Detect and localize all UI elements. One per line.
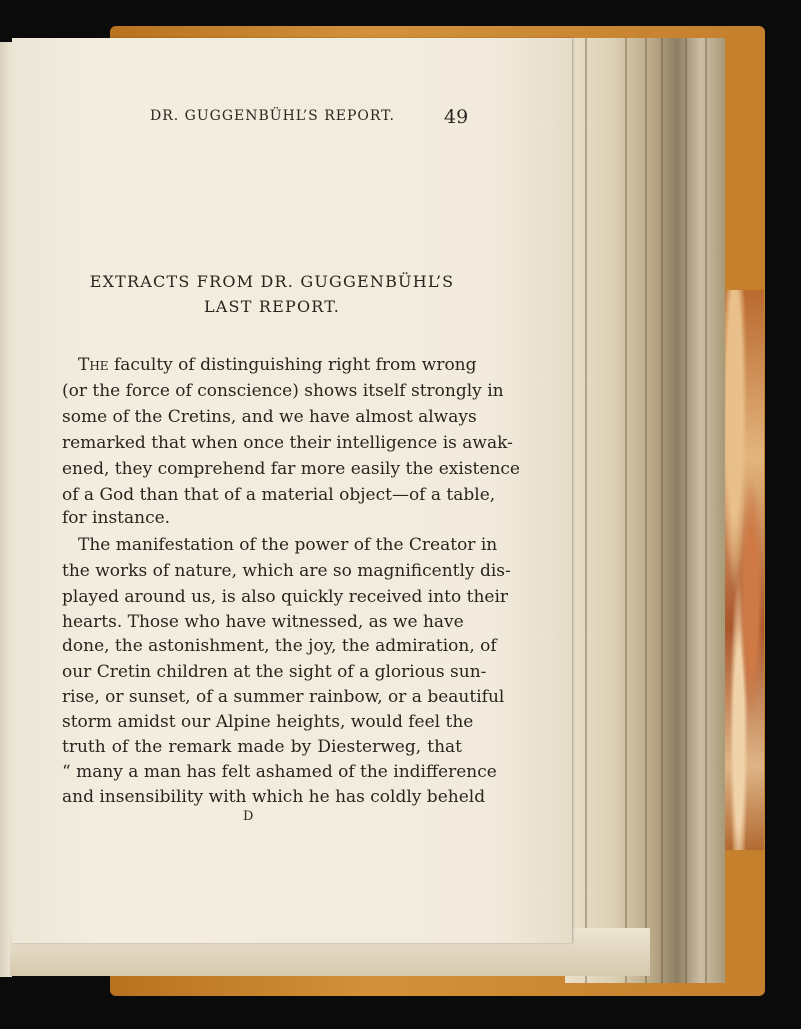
paragraph-2-line: played around us, is also quickly received into their <box>62 587 509 607</box>
signature-mark: D <box>243 809 254 824</box>
running-head: DR. GUGGENBÜHL’S REPORT. <box>150 108 395 124</box>
paragraph-2-line: storm amidst our Alpine heights, would feel the <box>62 712 474 732</box>
paragraph-2-line: The manifestation of the power of the Creator in <box>78 535 498 555</box>
paragraph-1-line: some of the Cretins, and we have almost always <box>62 407 477 427</box>
paragraph-2-line: truth of the remark made by Diesterweg, that <box>62 737 462 757</box>
paragraph-1-line: for instance. <box>62 508 171 528</box>
facing-page-edge <box>0 42 12 977</box>
paragraph-2-line: and insensibility with which he has coldly beheld <box>62 787 486 807</box>
paragraph-1-line-1: The faculty of distinguishing right from wrong <box>78 355 477 375</box>
paragraph-1-line: remarked that when once their intelligence is awak- <box>62 433 513 453</box>
paragraph-2-line: hearts. Those who have witnessed, as we have <box>62 612 464 632</box>
paragraph-1-line: ened, they comprehend far more easily the existence <box>62 459 520 479</box>
paragraph-lead-word: The <box>78 355 109 375</box>
paragraph-2-line: “ many a man has felt ashamed of the indifference <box>62 762 497 782</box>
page-stack-edge <box>565 38 725 983</box>
paragraph-2-line: the works of nature, which are so magnificently dis- <box>62 561 511 581</box>
paragraph-2-line: our Cretin children at the sight of a glorious sun- <box>62 662 487 682</box>
section-title-line-2: LAST REPORT. <box>203 297 341 316</box>
marbled-endpaper <box>722 290 764 850</box>
page-number: 49 <box>444 106 469 128</box>
paragraph-2-line: rise, or sunset, of a summer rainbow, or a beautiful <box>62 687 505 707</box>
section-title-line-1: EXTRACTS FROM DR. GUGGENBÜHL’S <box>89 272 455 291</box>
paragraph-1-line: of a God than that of a material object—of a table, <box>62 485 496 505</box>
paragraph-2-line: done, the astonishment, the joy, the admiration, of <box>62 636 497 656</box>
paragraph-1-line: (or the force of conscience) shows itself strongly in <box>62 381 504 401</box>
